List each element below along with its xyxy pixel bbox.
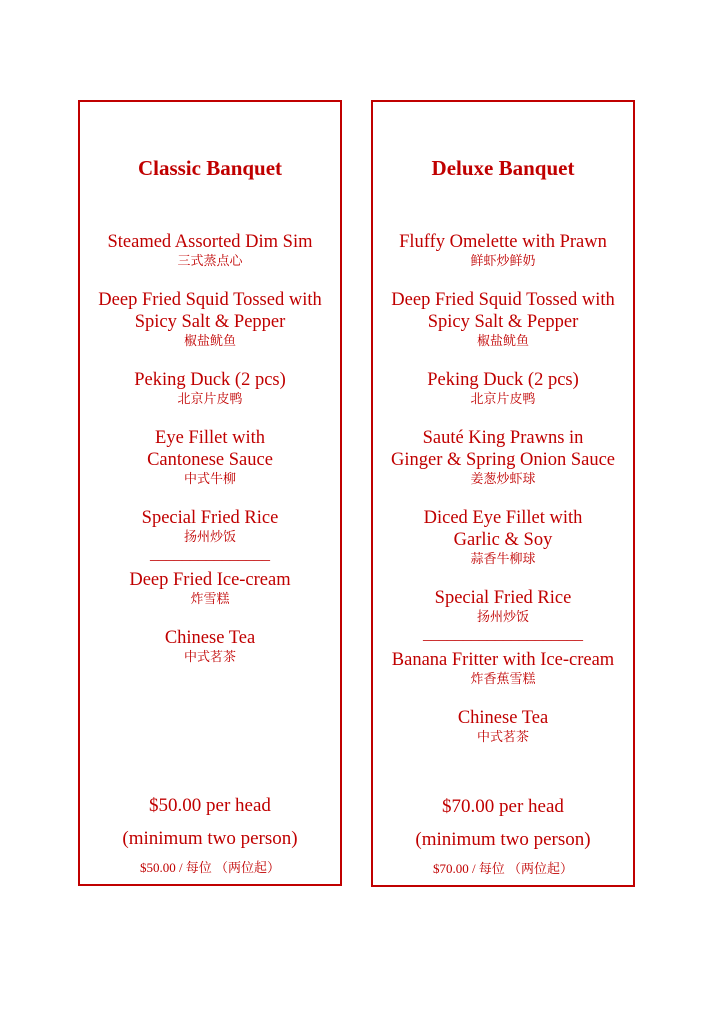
dish-name-chinese: 扬州炒饭 [476, 610, 529, 625]
price-block [373, 795, 633, 878]
dish-name-chinese: 姜葱炒虾球 [470, 472, 536, 487]
dish-name: Steamed Assorted Dim Sim [107, 232, 313, 252]
menu-item [80, 427, 340, 489]
dish-name-chinese: 炸雪糕 [190, 592, 230, 607]
dish-name: Eye Fillet with [155, 428, 265, 448]
menu-item [373, 427, 633, 489]
dish-name-chinese: 中式牛柳 [183, 472, 236, 487]
minimum-note: (minimum two person) [415, 829, 591, 850]
dish-name-chinese: 中式茗茶 [476, 730, 529, 745]
dish-name: Deep Fried Squid Tossed with [98, 290, 322, 310]
dish-name-line-2: Garlic & Soy [453, 530, 553, 550]
menu-item [373, 707, 633, 747]
price-per-head: $70.00 per head [442, 796, 564, 817]
price-block [80, 794, 340, 877]
menu-item [80, 569, 340, 609]
dish-name: Sauté King Prawns in [422, 428, 584, 448]
dish-name-chinese: 蒜香牛柳球 [470, 552, 536, 567]
menu-item [373, 289, 633, 351]
menu-item [80, 231, 340, 271]
dish-name-chinese: 中式茗茶 [183, 650, 236, 665]
dish-name-chinese: 北京片皮鸭 [470, 392, 536, 407]
dish-name: Banana Fritter with Ice-cream [391, 650, 615, 670]
dish-name-line-2: Cantonese Sauce [147, 450, 273, 470]
dessert-separator: ____________________ [423, 626, 583, 643]
menu-item [373, 507, 633, 569]
dish-name-chinese: 椒盐鱿鱼 [476, 334, 529, 349]
dish-name: Peking Duck (2 pcs) [134, 370, 286, 390]
menu-item [373, 587, 633, 627]
dessert-separator: _______________ [150, 546, 270, 563]
menu-item [373, 649, 633, 689]
menu-item [80, 289, 340, 351]
dish-name-chinese: 北京片皮鸭 [177, 392, 243, 407]
menu-title: Deluxe Banquet [431, 156, 575, 180]
dish-name: Chinese Tea [457, 708, 549, 728]
dish-name: Chinese Tea [164, 628, 256, 648]
dish-name-chinese: 扬州炒饭 [183, 530, 236, 545]
dish-name-chinese: 鲜虾炒鲜奶 [470, 254, 536, 269]
dish-name: Peking Duck (2 pcs) [427, 370, 579, 390]
dish-name: Special Fried Rice [434, 588, 572, 608]
dish-name-line-2: Ginger & Spring Onion Sauce [390, 450, 616, 470]
dish-name: Deep Fried Ice-cream [129, 570, 291, 590]
menu-item [373, 231, 633, 271]
price-per-head: $50.00 per head [149, 795, 271, 816]
dish-name-chinese: 炸香蕉雪糕 [470, 672, 536, 687]
minimum-note: (minimum two person) [122, 828, 298, 849]
menu-item [80, 627, 340, 667]
deluxe-banquet-panel [371, 100, 635, 887]
dish-name-chinese: 椒盐鱿鱼 [183, 334, 236, 349]
dish-name-line-2: Spicy Salt & Pepper [134, 312, 286, 332]
menu-items [80, 231, 340, 685]
dish-name: Fluffy Omelette with Prawn [399, 232, 607, 252]
menu-items [373, 231, 633, 765]
menu-item [373, 369, 633, 409]
dish-name: Deep Fried Squid Tossed with [391, 290, 615, 310]
menu-item [80, 369, 340, 409]
dish-name-chinese: 三式蒸点心 [177, 254, 243, 269]
dish-name: Special Fried Rice [141, 508, 279, 528]
price-chinese: $50.00 / 每位 （两位起） [139, 860, 281, 875]
classic-banquet-panel [78, 100, 342, 886]
menu-title: Classic Banquet [137, 156, 283, 180]
menu-item [80, 507, 340, 547]
dish-name-line-2: Spicy Salt & Pepper [427, 312, 579, 332]
price-chinese: $70.00 / 每位 （两位起） [432, 861, 574, 876]
dish-name: Diced Eye Fillet with [423, 508, 583, 528]
